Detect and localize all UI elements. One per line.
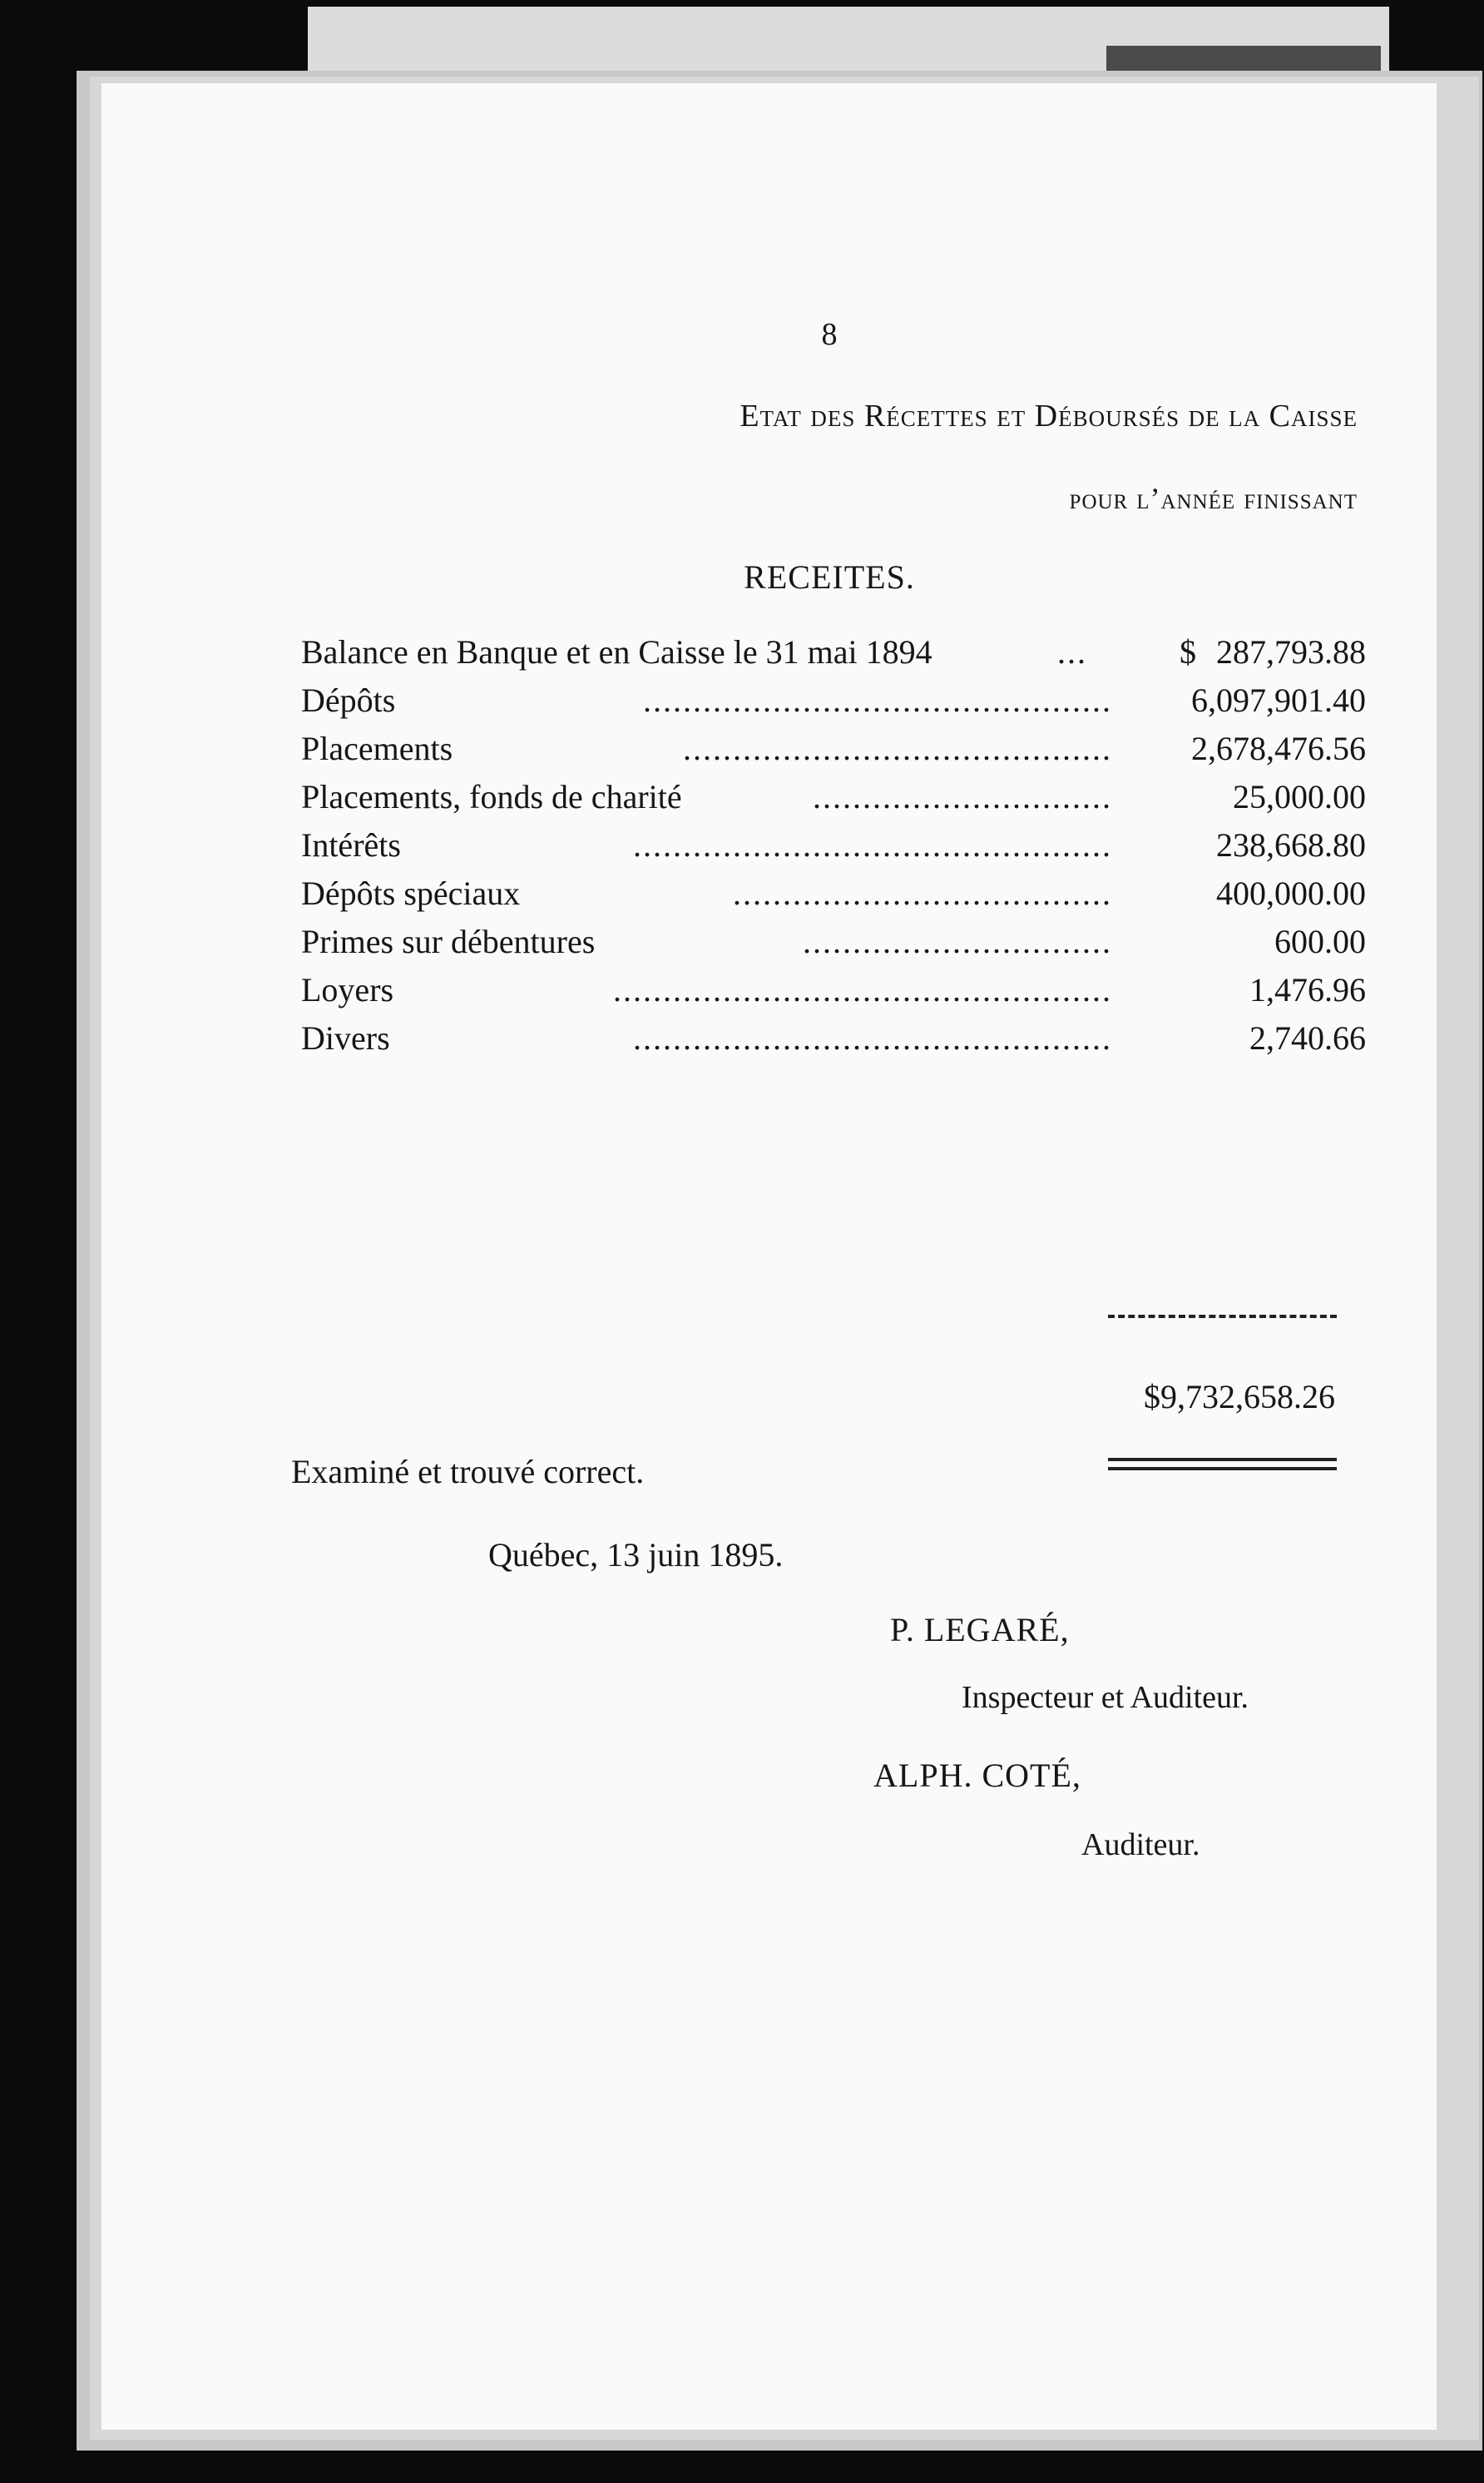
section-heading-receipts: RECEITES. — [744, 558, 915, 596]
statement-subtitle: pour l’année finissant — [1069, 482, 1358, 515]
signatory-name: ALPH. COTÉ, — [873, 1757, 1081, 1794]
table-row — [301, 874, 1366, 922]
row-amount: 6,097,901.40 — [1191, 681, 1366, 719]
row-label: Divers — [301, 1019, 390, 1057]
row-label: Intérêts — [301, 826, 401, 864]
leader-dots: ............................................... — [643, 681, 1112, 719]
row-label: Placements, fonds de charité — [301, 778, 682, 815]
page-number: 8 — [821, 317, 838, 352]
leader-dots: .............................. — [813, 778, 1112, 815]
row-amount: 1,476.96 — [1249, 971, 1366, 1009]
leader-dots: ............................... — [803, 923, 1112, 960]
row-amount: 400,000.00 — [1216, 875, 1366, 912]
row-amount: 238,668.80 — [1216, 826, 1366, 864]
row-value — [1180, 632, 1366, 672]
double-rule — [1108, 1458, 1337, 1470]
table-row — [301, 777, 1366, 825]
sum-rule — [1108, 1315, 1337, 1318]
table-row — [301, 632, 1366, 681]
examined-note: Examiné et trouvé correct. — [291, 1453, 645, 1490]
row-amount: 287,793.88 — [1216, 633, 1366, 671]
leader-dots: ........................................... — [683, 730, 1112, 767]
leader-dots: ...................................... — [733, 875, 1112, 912]
table-row — [301, 729, 1366, 777]
row-label: Dépôts spéciaux — [301, 875, 521, 912]
leader-dots: ................................................ — [633, 1019, 1112, 1057]
row-amount: 25,000.00 — [1233, 778, 1366, 815]
row-amount: 2,678,476.56 — [1191, 730, 1366, 767]
row-label: Placements — [301, 730, 453, 767]
row-label: Primes sur débentures — [301, 923, 596, 960]
place-date: Québec, 13 juin 1895. — [488, 1536, 784, 1574]
row-label: Loyers — [301, 971, 394, 1009]
statement-title: Etat des Récettes et Déboursés de la Caisse — [740, 399, 1358, 434]
currency-sign: $ — [1180, 633, 1196, 671]
signatory-name: P. LEGARÉ, — [890, 1611, 1070, 1648]
table-row — [301, 681, 1366, 729]
leader-dots: ... — [1057, 633, 1087, 671]
table-row — [301, 922, 1366, 970]
row-amount: 2,740.66 — [1249, 1019, 1366, 1057]
receipts-table — [301, 632, 1366, 1067]
table-row — [301, 1018, 1366, 1067]
table-row — [301, 970, 1366, 1018]
signatory-title: Auditeur. — [1081, 1827, 1200, 1862]
row-amount: 600.00 — [1274, 923, 1366, 960]
leader-dots: .................................................. — [613, 971, 1112, 1009]
grand-total: $9,732,658.26 — [1144, 1378, 1335, 1415]
table-row — [301, 825, 1366, 874]
document-page — [101, 83, 1437, 2430]
signatory-title: Inspecteur et Auditeur. — [962, 1680, 1249, 1715]
row-label: Dépôts — [301, 681, 396, 719]
leader-dots: ................................................ — [633, 826, 1112, 864]
row-label: Balance en Banque et en Caisse le 31 mai 1894 — [301, 633, 932, 671]
